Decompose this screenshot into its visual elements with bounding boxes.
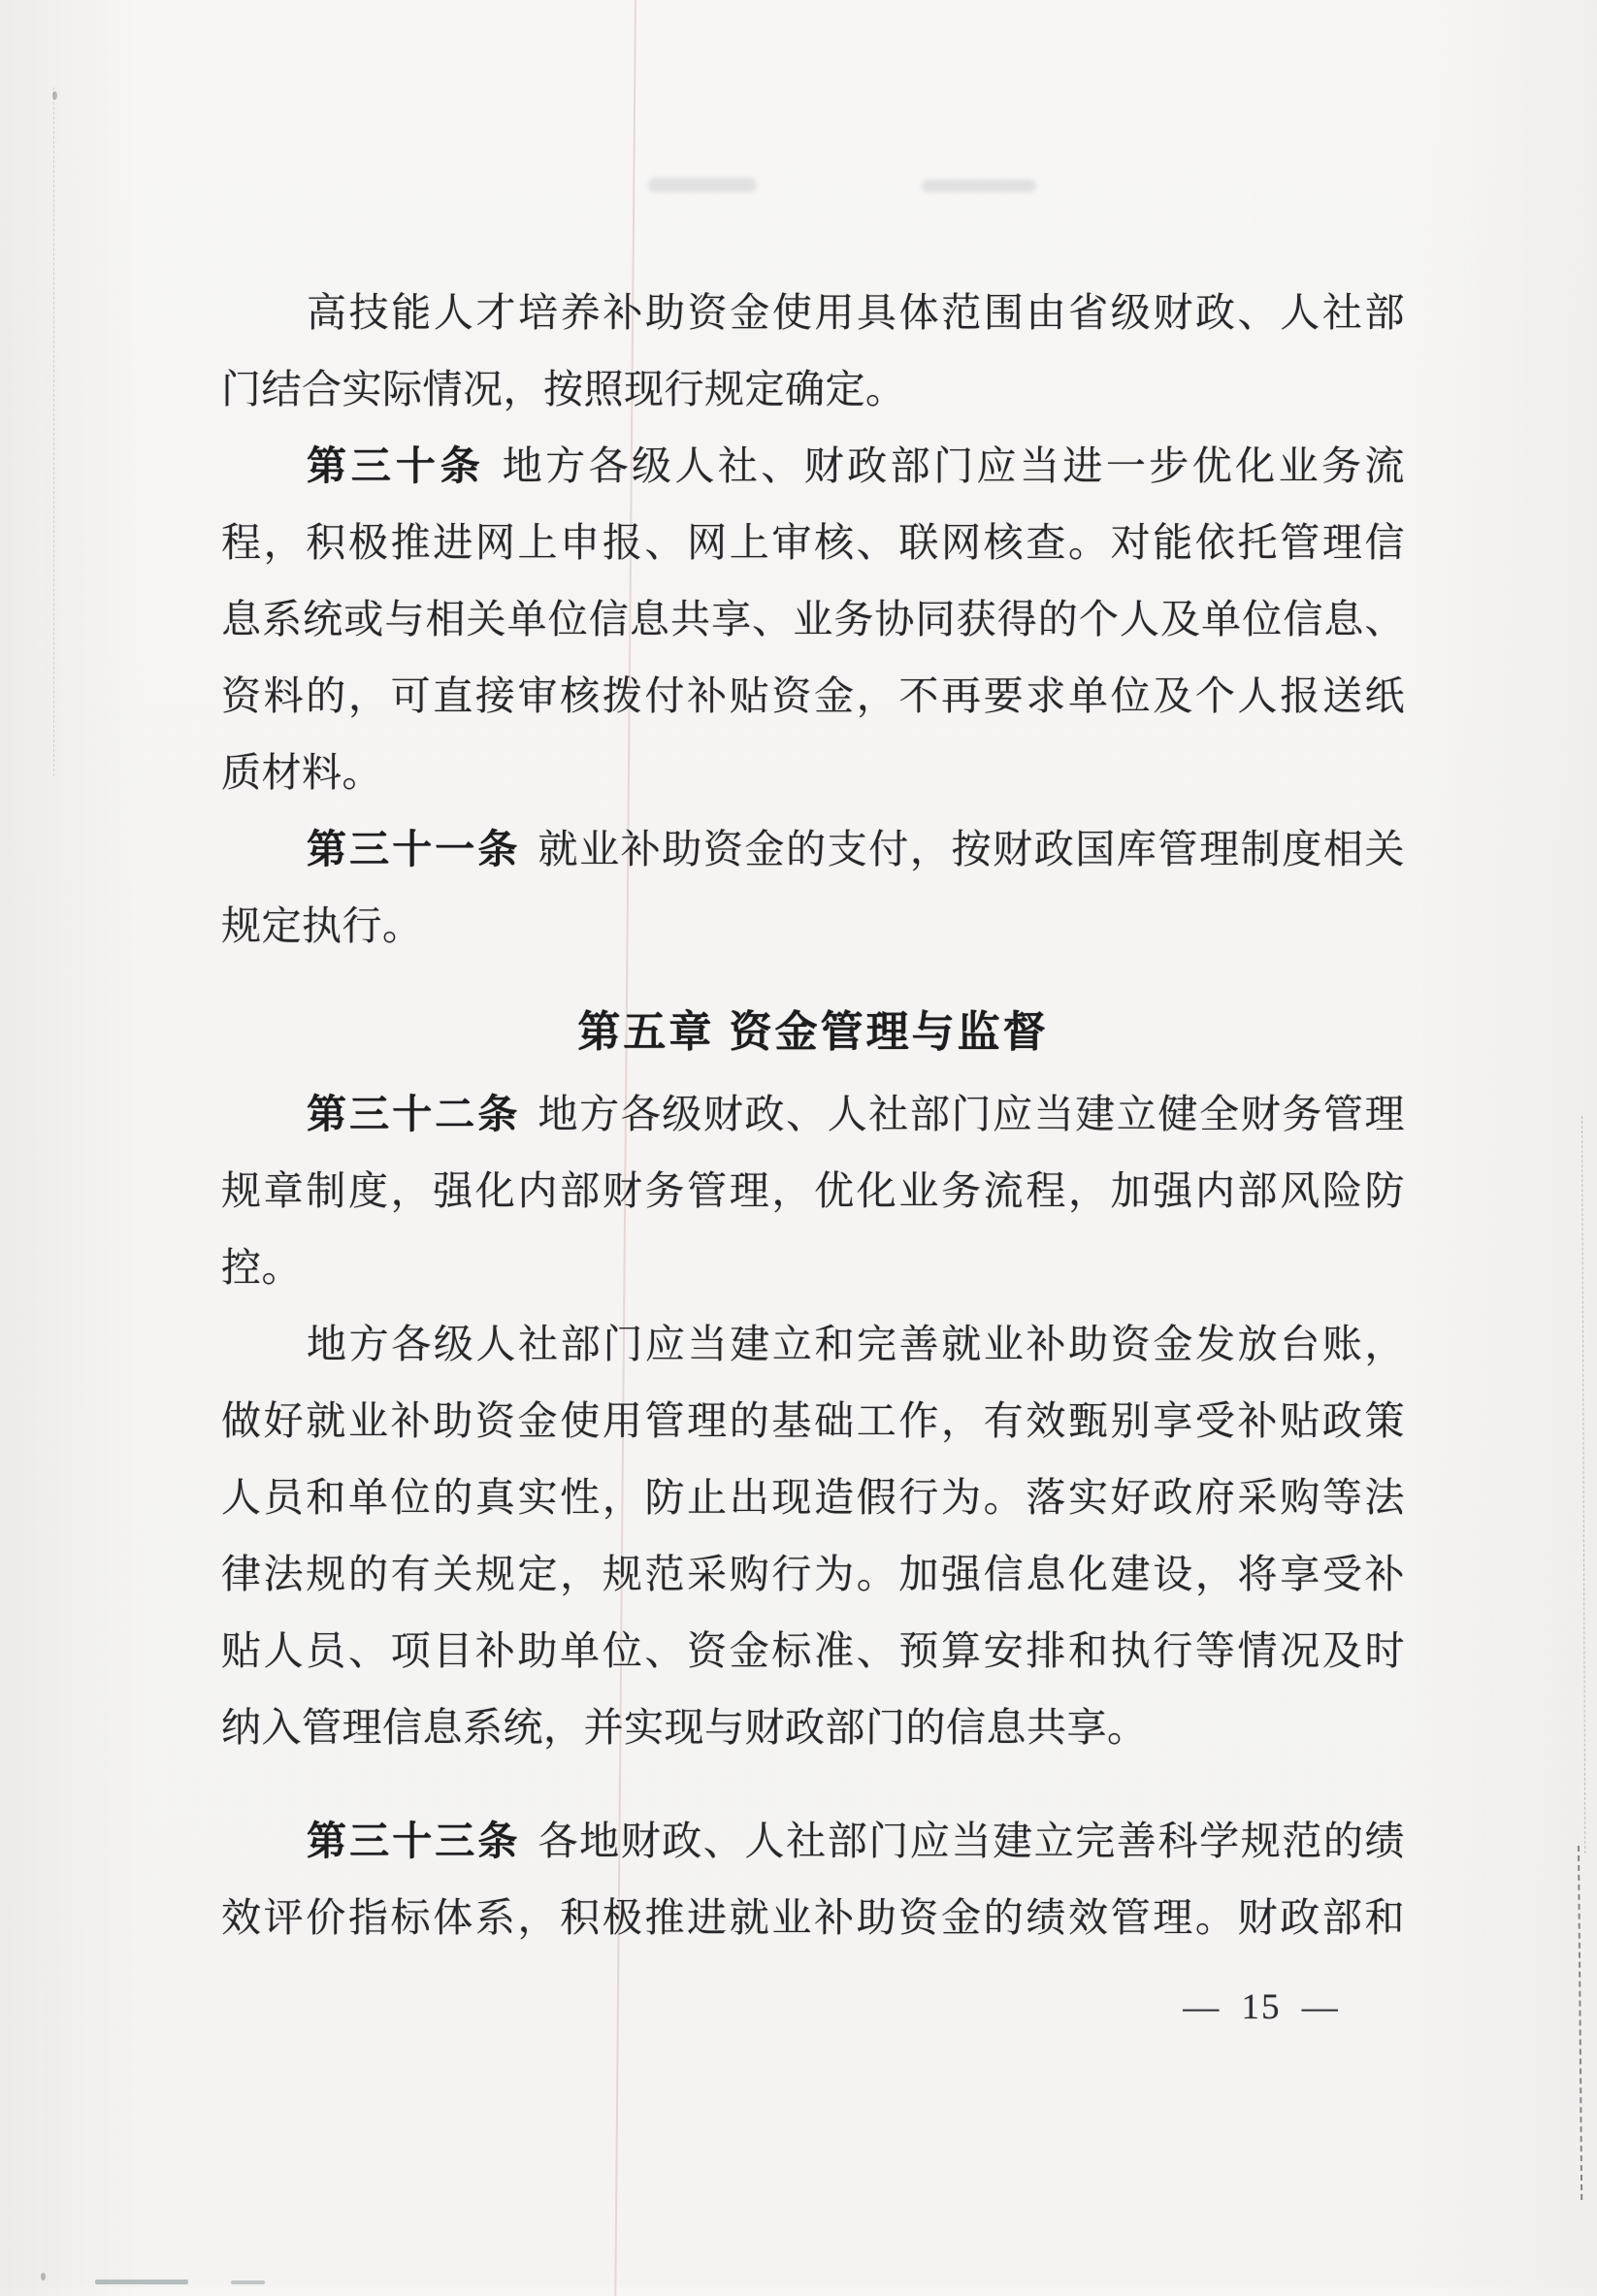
chapter-heading: 第五章 资金管理与监督 [577, 1008, 1049, 1056]
body-line [221, 288, 1405, 341]
article-line [221, 825, 1405, 877]
body-line [221, 1243, 1405, 1296]
body-line-text: 效评价指标体系，积极推进就业补助资金的绩效管理。财政部和 [221, 1895, 1405, 1940]
body-line-text: 贴人员、项目补助单位、资金标准、预算安排和执行等情况及时 [221, 1628, 1405, 1673]
article-line [221, 442, 1405, 494]
body-line [221, 672, 1405, 724]
body-line-text: 息系统或与相关单位信息共享、业务协同获得的个人及单位信息、 [221, 597, 1405, 641]
body-line [221, 1320, 1405, 1372]
article-number: 第三十三条 [307, 1819, 521, 1863]
paper-fold-line [614, 0, 636, 2296]
body-line [221, 1626, 1405, 1679]
body-line-text: 地方各级人社、财政部门应当进一步优化业务流 [502, 443, 1405, 488]
body-line-text: 程，积极推进网上申报、网上审核、联网核查。对能依托管理信 [221, 520, 1405, 565]
scan-speck [52, 91, 57, 100]
body-line [221, 748, 1405, 801]
page-edge-shadow-lower [1578, 1846, 1582, 2200]
body-line-text: 做好就业补助资金使用管理的基础工作，有效甄别享受补贴政策 [221, 1398, 1405, 1443]
article-line [221, 1090, 1405, 1142]
body-line-text: 控。 [221, 1245, 302, 1290]
body-line-text: 门结合实际情况，按照现行规定确定。 [221, 367, 906, 411]
article-line [221, 1817, 1405, 1869]
article-number: 第三十一条 [307, 827, 521, 871]
scan-left-edge-line [53, 87, 54, 776]
body-line-text: 地方各级人社部门应当建立和完善就业补助资金发放台账， [307, 1322, 1405, 1366]
body-line-text: 律法规的有关规定，规范采购行为。加强信息化建设，将享受补 [221, 1552, 1405, 1596]
body-line [221, 1396, 1405, 1449]
body-line [221, 1166, 1405, 1219]
scan-speck [41, 2273, 46, 2280]
article-number: 第三十条 [307, 443, 485, 488]
body-line [221, 518, 1405, 571]
body-line-text: 质材料。 [221, 750, 382, 795]
body-line-text: 规定执行。 [221, 903, 423, 948]
body-line [221, 365, 1405, 417]
body-line-text: 人员和单位的真实性，防止出现造假行为。落实好政府采购等法 [221, 1475, 1405, 1520]
body-line-text: 资料的，可直接审核拨付补贴资金，不再要求单位及个人报送纸 [221, 673, 1405, 718]
article-number: 第三十二条 [307, 1092, 521, 1136]
scan-smudge [922, 180, 1036, 192]
body-line [221, 1703, 1405, 1755]
body-line [221, 595, 1405, 647]
body-line-text: 高技能人才培养补助资金使用具体范围由省级财政、人社部 [307, 290, 1405, 335]
body-line [221, 1473, 1405, 1525]
body-line-text: 各地财政、人社部门应当建立完善科学规范的绩 [538, 1819, 1405, 1863]
body-line-text: 就业补助资金的支付，按财政国库管理制度相关 [538, 827, 1405, 871]
scan-bottom-mark [95, 2280, 188, 2284]
body-line [221, 902, 1405, 954]
body-line [221, 1893, 1405, 1946]
scan-bottom-mark [231, 2280, 265, 2284]
body-line-text: 纳入管理信息系统，并实现与财政部门的信息共享。 [221, 1705, 1148, 1750]
scan-smudge [648, 178, 757, 192]
body-line [221, 1550, 1405, 1602]
body-line-text: 地方各级财政、人社部门应当建立健全财务管理 [538, 1092, 1405, 1136]
page-edge-shadow-upper [1581, 1116, 1585, 1853]
body-line-text: 规章制度，强化内部财务管理，优化业务流程，加强内部风险防 [221, 1168, 1405, 1213]
page-number: — 15 — [1183, 1987, 1340, 2027]
